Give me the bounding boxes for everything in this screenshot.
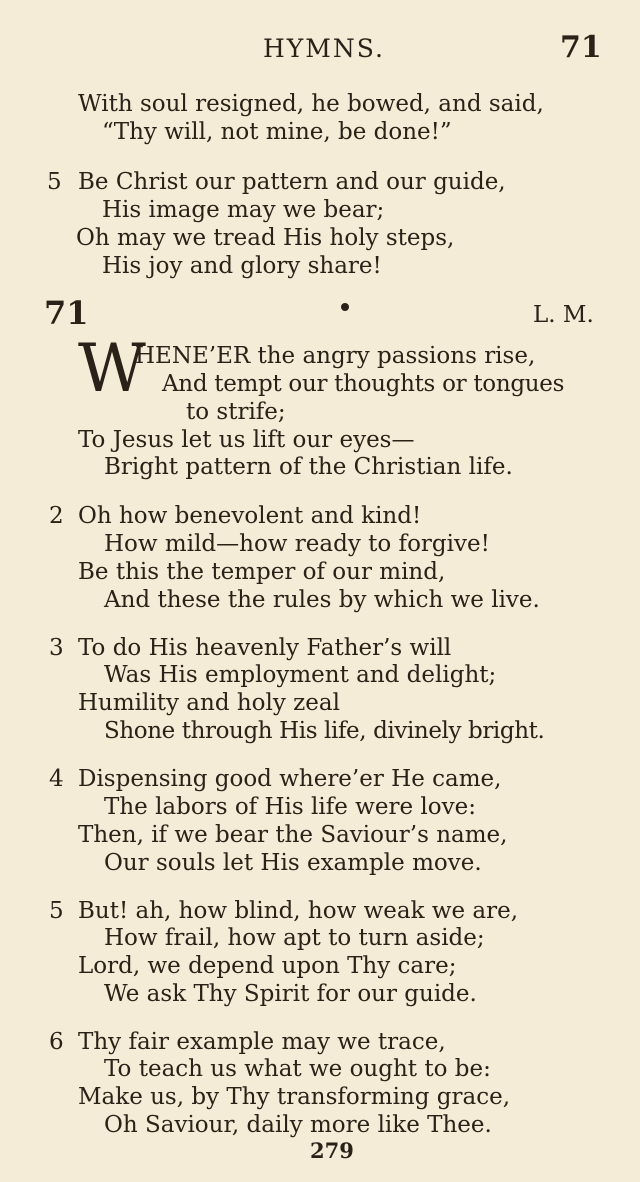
verse-line: Then, if we bear the Saviour’s name, [78, 822, 508, 848]
verse-line: We ask Thy Spirit for our guide. [104, 981, 477, 1007]
hymn-number: 71 [44, 294, 89, 332]
verse-line: Humility and holy zeal [78, 690, 340, 716]
verse-line: The labors of His life were love: [104, 794, 476, 820]
verse-line: But! ah, how blind, how weak we are, [78, 898, 519, 924]
running-title: HYMNS. [263, 34, 385, 63]
verse-number: 4 [49, 766, 64, 792]
verse-line: His image may we bear; [102, 197, 385, 223]
verse-line: Oh how benevolent and kind! [78, 503, 422, 529]
verse-line: To do His heavenly Father’s will [78, 635, 452, 661]
verse-number: 3 [49, 635, 64, 661]
verse-line: And tempt our thoughts or tongues [162, 371, 565, 397]
verse-line: Was His employment and delight; [104, 662, 497, 688]
verse-line: to strife; [186, 399, 286, 425]
verse-line: Bright pattern of the Christian life. [104, 454, 513, 480]
verse-line: Thy fair example may we trace, [78, 1029, 446, 1055]
verse-line: How frail, how apt to turn aside; [104, 925, 485, 951]
ornament-dot [341, 303, 349, 311]
verse-number: 5 [47, 169, 62, 195]
running-page-number: 71 [560, 30, 602, 65]
page-number: 279 [310, 1138, 354, 1163]
verse-line: His joy and glory share! [102, 253, 382, 279]
verse-line: To teach us what we ought to be: [104, 1056, 491, 1082]
verse-line: Be Christ our pattern and our guide, [78, 169, 506, 195]
verse-line: Shone through His life, divinely bright. [104, 718, 545, 744]
verse-line: Dispensing good where’er He came, [78, 766, 502, 792]
verse-line: HENE’ER the angry passions rise, [135, 343, 536, 369]
verse-line: Make us, by Thy transforming grace, [78, 1084, 511, 1110]
verse-line: Oh may we tread His holy steps, [76, 225, 455, 251]
verse-line: Lord, we depend upon Thy care; [78, 953, 457, 979]
verse-line: Oh Saviour, daily more like Thee. [104, 1112, 492, 1138]
running-head [0, 30, 640, 70]
drop-cap: W [78, 330, 146, 407]
verse-number: 6 [49, 1029, 64, 1055]
hymn-meter: L. M. [533, 302, 594, 328]
verse-line: And these the rules by which we live. [104, 587, 540, 613]
verse-line: Our souls let His example move. [104, 850, 482, 876]
verse-line: How mild—how ready to forgive! [104, 531, 490, 557]
verse-number: 2 [49, 503, 64, 529]
verse-number: 5 [49, 898, 64, 924]
verse-line: To Jesus let us lift our eyes— [78, 427, 415, 453]
verse-line: “Thy will, not mine, be done!” [102, 119, 452, 145]
verse-line: Be this the temper of our mind, [78, 559, 446, 585]
verse-line: With soul resigned, he bowed, and said, [78, 91, 544, 117]
